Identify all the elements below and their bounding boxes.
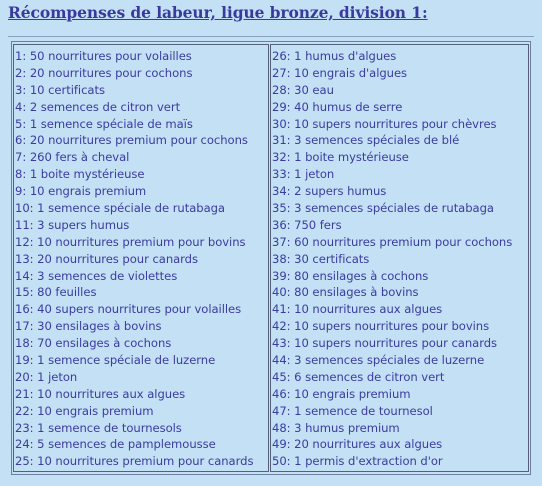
reward-row: 12: 10 nourritures premium pour bovins (15, 234, 246, 249)
reward-row: 29: 40 humus de serre (272, 99, 403, 114)
reward-row: 14: 3 semences de violettes (15, 268, 178, 283)
reward-row: 21: 10 nourritures aux algues (15, 386, 186, 401)
reward-row: 9: 10 engrais premium (15, 184, 147, 199)
reward-row: 38: 30 certificats (272, 251, 370, 266)
reward-row: 44: 3 semences spéciales de luzerne (272, 353, 485, 368)
reward-row: 13: 20 nourritures pour canards (15, 251, 198, 266)
reward-row: 35: 3 semences spéciales de rutabaga (272, 201, 494, 216)
reward-row: 5: 1 semence spéciale de maïs (15, 116, 193, 131)
reward-row: 3: 10 certificats (15, 82, 105, 97)
reward-row: 37: 60 nourritures premium pour cochons (272, 234, 513, 249)
reward-row: 47: 1 semence de tournesol (272, 403, 433, 418)
rewards-table (11, 41, 531, 475)
reward-row: 40: 80 ensilages à bovins (272, 285, 419, 300)
reward-row: 36: 750 fers (272, 217, 342, 232)
reward-row: 43: 10 supers nourritures pour canards (272, 336, 498, 351)
reward-row: 18: 70 ensilages à cochons (15, 336, 172, 351)
reward-row: 33: 1 jeton (272, 167, 335, 182)
reward-row: 4: 2 semences de citron vert (15, 99, 181, 114)
reward-row: 31: 3 semences spéciales de blé (272, 133, 460, 148)
reward-row: 10: 1 semence spéciale de rutabaga (15, 201, 225, 216)
reward-row: 17: 30 ensilages à bovins (15, 319, 162, 334)
reward-row: 1: 50 nourritures pour volailles (15, 49, 192, 63)
reward-row: 41: 10 nourritures aux algues (272, 302, 443, 317)
reward-row: 24: 5 semences de pamplemousse (15, 437, 216, 452)
reward-row: 39: 80 ensilages à cochons (272, 268, 429, 283)
reward-row: 46: 10 engrais premium (272, 386, 411, 401)
reward-row: 23: 1 semence de tournesols (15, 420, 182, 435)
reward-row: 25: 10 nourritures premium pour canards (15, 454, 254, 469)
reward-row: 16: 40 supers nourritures pour volailles (15, 302, 242, 317)
rewards-column-left (13, 44, 269, 472)
reward-row: 26: 1 humus d'algues (272, 49, 397, 63)
page-title: Récompenses de labeur, ligue bronze, division 1: (8, 3, 428, 22)
reward-row: 19: 1 semence spéciale de luzerne (15, 353, 216, 368)
reward-row: 6: 20 nourritures premium pour cochons (15, 133, 248, 148)
reward-row: 22: 10 engrais premium (15, 403, 154, 418)
title-divider (8, 36, 534, 37)
reward-row: 45: 6 semences de citron vert (272, 369, 445, 384)
reward-row: 8: 1 boite mystérieuse (15, 167, 145, 182)
rewards-column-right (270, 44, 529, 472)
reward-row: 7: 260 fers à cheval (15, 150, 130, 165)
reward-row: 28: 30 eau (272, 82, 334, 97)
reward-row: 48: 3 humus premium (272, 420, 400, 435)
reward-row: 49: 20 nourritures aux algues (272, 437, 443, 452)
reward-row: 20: 1 jeton (15, 369, 78, 384)
reward-row: 42: 10 supers nourritures pour bovins (272, 319, 490, 334)
reward-row: 2: 20 nourritures pour cochons (15, 65, 193, 80)
reward-row: 11: 3 supers humus (15, 217, 130, 232)
reward-row: 50: 1 permis d'extraction d'or (272, 454, 443, 469)
reward-row: 30: 10 supers nourritures pour chèvres (272, 116, 497, 131)
reward-row: 15: 80 feuilles (15, 285, 97, 300)
reward-row: 27: 10 engrais d'algues (272, 65, 408, 80)
reward-row: 34: 2 supers humus (272, 184, 387, 199)
reward-row: 32: 1 boite mystérieuse (272, 150, 409, 165)
